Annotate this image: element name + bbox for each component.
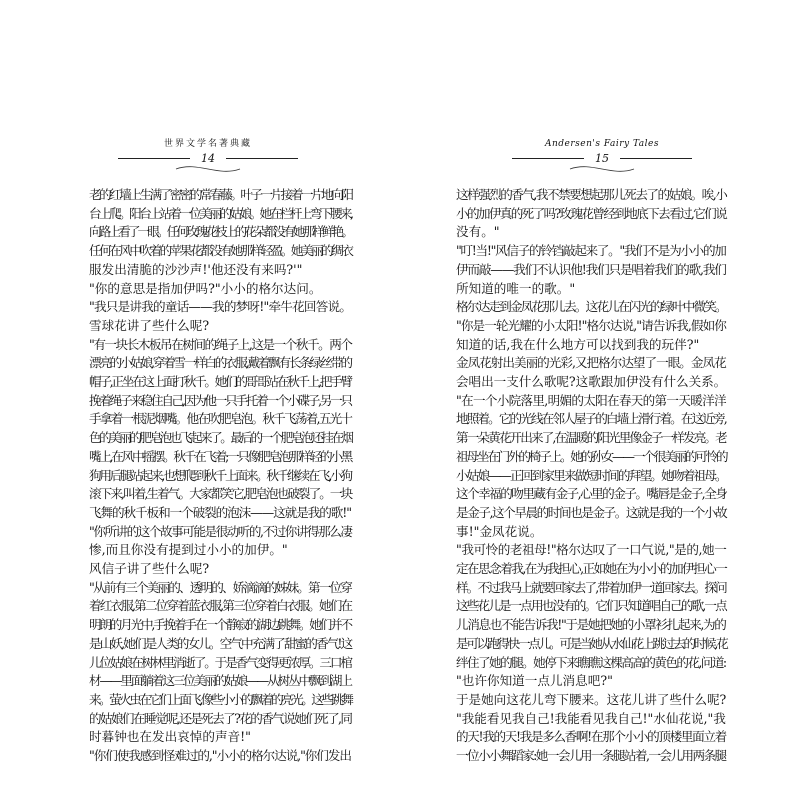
flourish-ornament — [118, 162, 298, 176]
text-line: "我可怜的老祖母!"格尔达叹了一口气说,"是的,她一 — [456, 542, 727, 558]
text-line: 狗用后腿站起来,也想爬到秋千上面来。秋千继续在飞,小狗 — [89, 467, 351, 483]
text-line: 儿消息也不能告诉我!"于是她把她的小罩衫扎起来,为的 — [456, 617, 726, 633]
text-line: 事!"金凤花说。 — [456, 523, 543, 539]
text-line: "你们使我感到怪难过的,"小小的格尔达说,"你们发出 — [89, 748, 351, 764]
text-line: "我能看见我自己!我能看见我自己!"水仙花说,"我 — [456, 710, 726, 726]
text-line: "你所讲的这个故事可能是很动听的,不过你讲得那么凄 — [89, 523, 352, 539]
text-line: 定在思念着我,在为我担心,正如她在为小小的加伊担心一 — [456, 561, 727, 577]
text-line: 色的美丽的肥皂泡也飞起来了。最后的一个肥皂泡还挂在烟 — [89, 430, 352, 446]
text-line: 这个幸福的吻里藏有金子,心里的金子。嘴唇是金子,全身 — [456, 486, 727, 502]
text-line: 漂亮的小姑娘,穿着雪一样白的衣服,戴着飘有长条绿丝带的 — [89, 355, 351, 371]
text-line: 手拿着一根泥烟嘴。他在吹肥皂泡。秋千飞荡着,五光十 — [89, 411, 352, 427]
text-line: 飞舞的秋千板和一个破裂的泡沫——这就是我的歌!" — [89, 504, 351, 520]
text-line: 来。萤火虫在它们上面飞,像些小小的飘着的亮光。这些跳舞 — [89, 691, 352, 707]
page-number: 15 — [595, 152, 609, 165]
text-line: 明朗的月光中,手挽着手在一个静寂的湖边跳舞。她们并不 — [89, 617, 351, 633]
text-line: 风信子讲了些什么呢? — [89, 561, 210, 577]
text-line: 于是她向这花儿弯下腰来。这花儿讲了些什么呢? — [456, 691, 727, 707]
text-line: 的姑娘们在睡觉呢,还是死去了?花的香气说她们死了,同 — [89, 710, 352, 726]
text-line: 着红衣服,第二位穿着蓝衣服,第三位穿着白衣服。她们在 — [89, 598, 352, 614]
text-line: 小姑娘——正回到家里来做短时间的拜望。她吻着祖母。 — [456, 467, 726, 483]
text-line: "你的意思是指加伊吗?"小小的格尔达问。 — [89, 280, 322, 296]
body-text — [456, 186, 726, 766]
text-line: 一位小小舞蹈家:她一会儿用一条腿站着,一会儿用两条腿 — [456, 748, 726, 764]
text-line: "从前有三个美丽的、透明的、娇滴滴的姊妹。第一位穿 — [89, 579, 352, 595]
page-number: 14 — [201, 152, 215, 165]
text-line: 会唱出一支什么歌呢?这歌跟加伊没有什么关系。 — [456, 374, 727, 390]
body-text — [89, 186, 351, 766]
text-line: "我只是讲我的童话——我的梦呀!"牵牛花回答说。 — [89, 299, 352, 315]
text-line: 雪球花讲了些什么呢? — [89, 317, 210, 333]
right-page-header — [512, 138, 692, 178]
text-line: 这些花儿是一点用也没有的。它们只知道唱自己的歌,一点 — [456, 598, 726, 614]
text-line: 没有。" — [456, 224, 500, 240]
running-title: Andersen's Fairy Tales — [545, 139, 659, 149]
text-line: 样。不过我马上就要回家去了,带着加伊一道回家去。探问 — [456, 579, 726, 595]
text-line: "叮!当!"风信子的铃铛敲起来了。"我们不是为小小的加 — [456, 243, 726, 259]
text-line: 格尔达走到金凤花那儿去。这花儿在闪光的绿叶中微笑。 — [456, 299, 726, 315]
text-line: 小的加伊真的死了吗?玫瑰花曾经到地底下去看过,它们说 — [456, 205, 727, 221]
text-line: 地照着。它的光线在邻人屋子的白墙上滑行着。在这近旁, — [456, 411, 726, 427]
text-line: 金凤花射出美丽的光彩,又把格尔达望了一眼。金凤花 — [456, 355, 726, 371]
text-line: 是可以跑得快一点儿。可是当她从水仙花上跳过去的时候,花 — [456, 635, 727, 651]
text-line: "也许你知道一点儿消息吧?" — [456, 673, 613, 689]
right-page — [400, 0, 800, 800]
text-line: 帽子,正坐在这上面打秋千。她们的哥哥站在秋千上,把手臂 — [89, 374, 351, 390]
text-line: 滚下来,叫着,生着气。大家都笑它,肥皂泡也破裂了。一块 — [89, 486, 352, 502]
text-line: 向路上看了一眼。任何玫瑰花枝上的花朵都没有她那样鲜艳。 — [89, 224, 352, 240]
text-line: "你是一轮光耀的小太阳!"格尔达说,"请告诉我,假如你 — [456, 317, 726, 333]
text-line: 挽着绳子来稳住自己,因为他一只手托着一个小碟子,另一只 — [89, 392, 351, 408]
text-line: 的天!我的天!我是多么香啊!在那个小小的顶楼里面立着 — [456, 729, 726, 745]
text-line: 伊而敲——我们不认识他!我们只是唱着我们的歌,我们 — [456, 261, 726, 277]
left-page-header — [118, 138, 298, 178]
text-line: 时暮钟也在发出哀悼的声音!" — [89, 729, 251, 745]
text-line: 绊住了她的腿。她停下来瞧瞧这棵高高的黄色的花,问道: — [456, 654, 726, 670]
text-line: 儿位姑娘在树林里消逝了。于是香气变得更浓厚。三口棺 — [89, 654, 351, 670]
text-line: 台上爬。阳台上站着一位美丽的姑娘。她在栏杆上弯下腰来, — [89, 205, 352, 221]
text-line: 祖母坐在门外的椅子上。她的孙女——一个很美丽的可怜的 — [456, 448, 727, 464]
text-line: 材——里面躺着这三位美丽的姑娘——从树丛中飘到湖上 — [89, 673, 351, 689]
text-line: "在一个小院落里,明媚的太阳在春天的第一天暖洋洋 — [456, 392, 726, 408]
text-line: 是金子,这个早晨的时间也是金子。这就是我的一个小故 — [456, 504, 727, 520]
text-line: 任何在风中吹着的苹果花都没有她那样轻盈。她美丽的绸衣 — [89, 243, 352, 259]
text-line: 服发出清脆的沙沙声!'他还没有来吗?'" — [89, 261, 303, 277]
text-line: 嘴上,在风中摇摆。秋千在飞着;一只像肥皂泡那样轻的小黑 — [89, 448, 352, 464]
text-line: 知道的话,我在什么地方可以找到我的玩伴?" — [456, 336, 700, 352]
text-line: 惨,而且你没有提到过小小的加伊。" — [89, 542, 288, 558]
text-line: 第一朵黄花开出来了,在温暖的阳光里像金子一样发亮。老 — [456, 430, 726, 446]
text-line: "有一块长木板吊在树间的绳子上,这是一个秋千。两个 — [89, 336, 352, 352]
running-title: 世界文学名著典藏 — [163, 139, 252, 149]
text-line: 老的红墙上生满了密密的常春藤。叶子一片接着一片地向阳 — [89, 187, 352, 202]
text-line: 所知道的唯一的歌。" — [456, 280, 576, 296]
text-line: 这样强烈的香气,我不禁要想起那儿死去了的姑娘。唉,小 — [456, 187, 727, 202]
flourish-ornament — [512, 162, 692, 176]
text-line: 是山妖,她们是人类的女儿。空气中充满了甜蜜的香气!这 — [89, 635, 352, 651]
